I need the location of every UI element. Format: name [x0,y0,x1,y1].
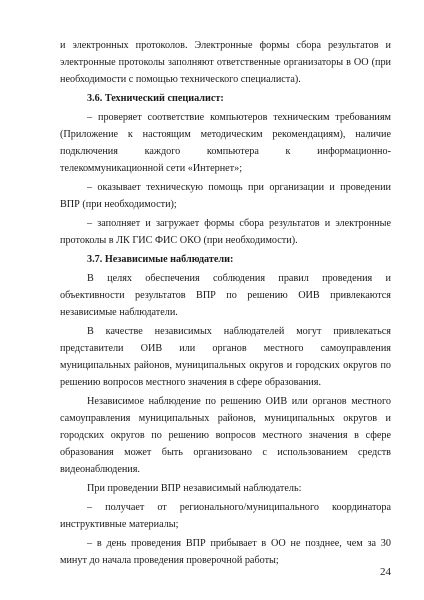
paragraph-protocols: и электронных протоколов. Электронные формы сбора результатов и электронные протоколы заполняют ответственные организаторы в ОО (при необходимости с помощью технического специалиста). [60,40,391,85]
section-heading-technical-specialist: 3.6. Технический специалист: [87,93,224,104]
section-heading-observers: 3.7. Независимые наблюдатели: [87,254,234,265]
paragraph-observers-purpose: В целях обеспечения соблюдения правил проведения и объективности результатов ВПР по решению ОИВ привлекаются независимые наблюдатели. [60,273,391,318]
list-item-arrives-early: – в день проведения ВПР прибывает в ОО не позднее, чем за 30 минут до начала проведения проверочной работы; [60,538,391,566]
paragraph-upload-forms: – заполняет и загружает формы сбора результатов и электронные протоколы в ЛК ГИС ФИС ОКО (при необходимости). [60,218,391,246]
paragraph-check-computers: – проверяет соответствие компьютеров техническим требованиям (Приложение к настоящим методическим рекомендациям), наличие подключения каждого компьютера к информационно-телекоммуникационной сети «Интернет»; [60,112,391,174]
paragraph-technical-help: – оказывает техническую помощь при организации и проведении ВПР (при необходимости); [60,182,391,210]
paragraph-video-surveillance: Независимое наблюдение по решению ОИВ или органов местного самоуправления муниципальных районов, муниципальных округов и городских округов по решению вопросов местного значения в сфере образования может быть организовано с использованием средств видеонаблюдения. [60,396,391,475]
page-number: 24 [380,566,391,578]
list-item-receives-materials: – получает от регионального/муниципального координатора инструктивные материалы; [60,502,391,530]
paragraph-observer-intro: При проведении ВПР независимый наблюдатель: [87,483,302,494]
document-body [60,37,391,571]
paragraph-observers-who: В качестве независимых наблюдателей могут привлекаться представители ОИВ или органов местного самоуправления муниципальных районов, муниципальных округов и городских округов по решению вопросов местного значения в сфере образования. [60,326,391,388]
